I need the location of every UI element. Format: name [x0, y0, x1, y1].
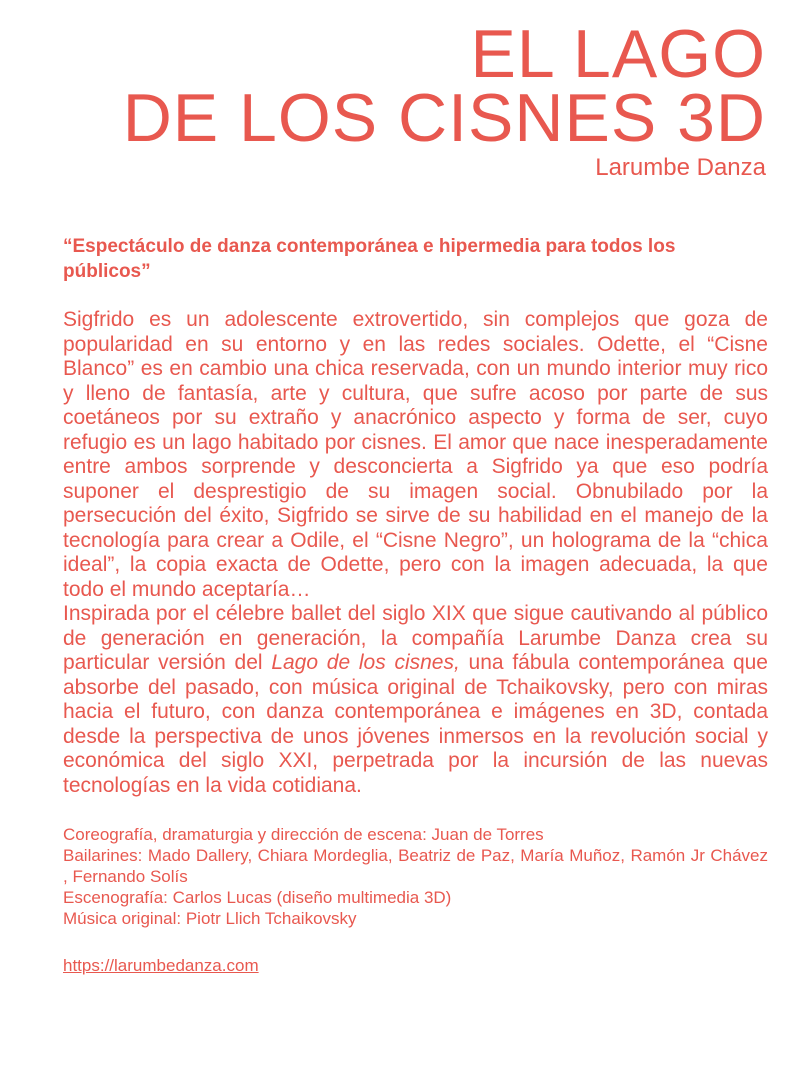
description-text-after: una fábula contemporánea que absorbe del pasado, con música original de Tchaikovsky, pero con miras hacia el futuro, con danza contemporánea e imágenes en 3D, contada desde la perspectiva de unos jóvenes inmersos en la revolución social y económica del siglo XXI, perpetrada por la incursión de las nuevas tecnologías en la vida cotidiana.: [63, 651, 768, 797]
description-italic-title: Lago de los cisnes,: [271, 651, 460, 674]
header: [122, 16, 766, 182]
main-content: [63, 234, 768, 976]
credit-set-design: Escenografía: Carlos Lucas (diseño multimedia 3D): [63, 888, 452, 907]
synopsis-paragraph: Sigfrido es un adolescente extrovertido, sin complejos que goza de popularidad en su entorno y en las redes sociales. Odette, el “Cisne Blanco” es en cambio una chica reservada, con un mundo interior muy rico y lleno de fantasía, arte y cultura, que sufre acoso por parte de sus coetáneos por su extraño y anacrónico aspecto y forma de ser, cuyo refugio es un lago habitado por cisnes. El amor que nace inesperadamente entre ambos sorprende y desconcierta a Sigfrido ya que eso podría suponer el desprestigio de su imagen social. Obnubilado por la persecución del éxito, Sigfrido se sirve de su habilidad en el manejo de la tecnología para crear a Odile, el “Cisne Negro”, un holograma de la “chica ideal”, la copia exacta de Odette, pero con la imagen adecuada, la que todo el mundo aceptaría…: [63, 308, 768, 601]
credit-music: Música original: Piotr Llich Tchaikovsky: [63, 909, 357, 928]
page-title-line1: EL LAGO: [470, 16, 766, 92]
tagline-quote: “Espectáculo de danza contemporánea e hipermedia para todos los públicos”: [63, 236, 676, 282]
website-link[interactable]: https://larumbedanza.com: [63, 956, 259, 975]
company-subtitle: Larumbe Danza: [595, 154, 766, 181]
credits-block: [63, 824, 768, 929]
credit-dancers: Bailarines: Mado Dallery, Chiara Mordeglia, Beatriz de Paz, María Muñoz, Ramón Jr Chávez , Fernando Solís: [63, 846, 768, 886]
description-paragraph: [63, 602, 768, 798]
description-text-before: Inspirada por el célebre ballet del siglo XIX que sigue cautivando al público de generación en generación, la compañía Larumbe Danza crea su particular versión del: [63, 602, 768, 674]
credit-choreography: Coreografía, dramaturgia y dirección de escena: Juan de Torres: [63, 825, 544, 844]
page-title-line2: DE LOS CISNES 3D: [122, 80, 766, 156]
